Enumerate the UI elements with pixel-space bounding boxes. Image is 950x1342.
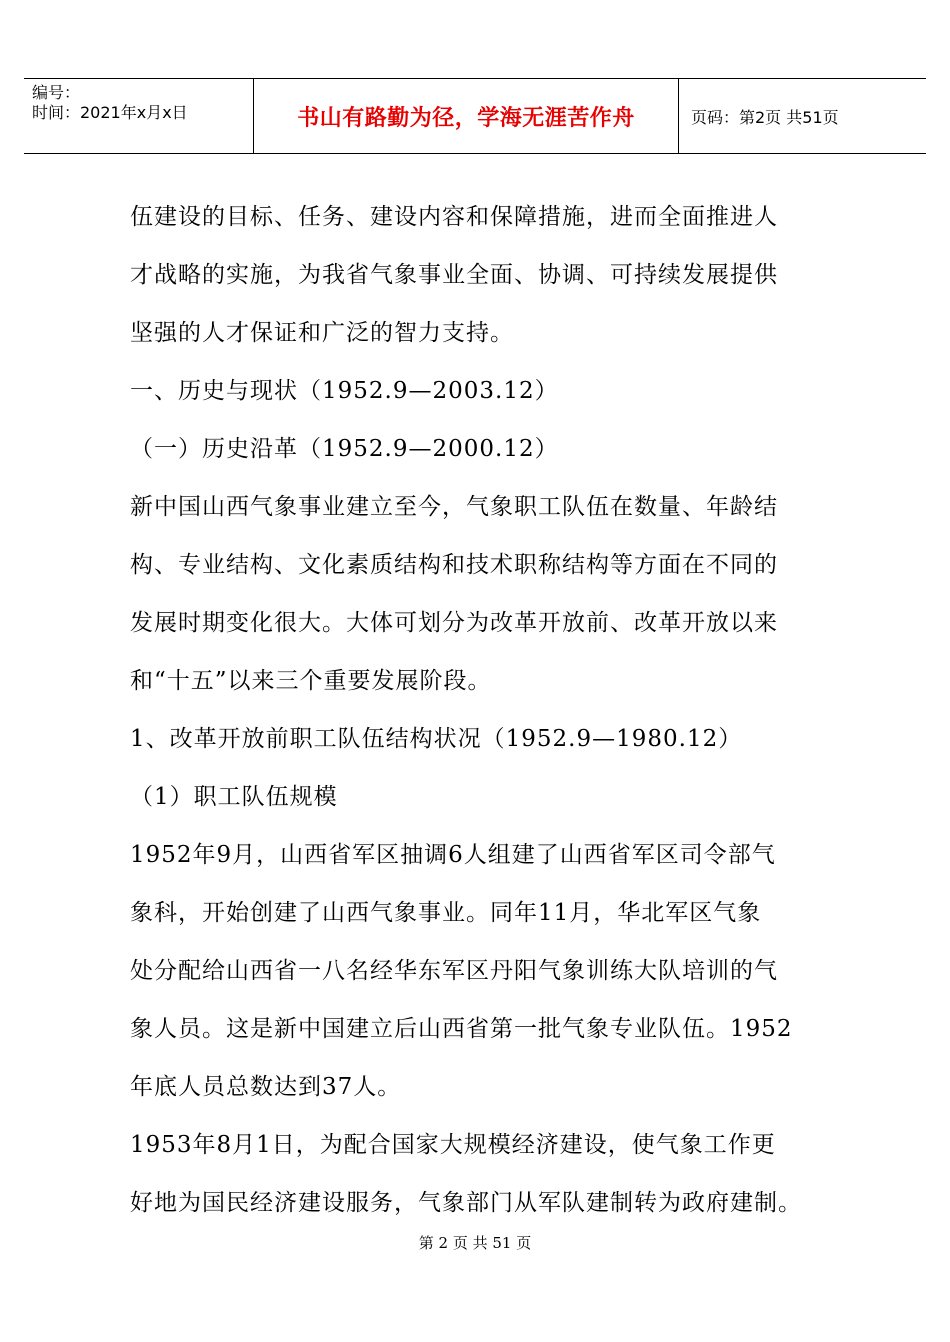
- body-line: 年底人员总数达到37人。: [130, 1074, 402, 1100]
- page-footer: [0, 1232, 950, 1253]
- time-label: 时间：2021年x月x日: [32, 103, 188, 122]
- body-line: 象人员。这是新中国建立后山西省第一批气象专业队伍。1952: [130, 1016, 793, 1042]
- section-heading: 一、历史与现状（1952.9—2003.12）: [130, 378, 559, 404]
- body-line: 和“十五”以来三个重要发展阶段。: [130, 668, 492, 694]
- body-line: 象科，开始创建了山西气象事业。同年11月，华北军区气象: [130, 900, 762, 926]
- motto-text: 书山有路勤为径，学海无涯苦作舟: [297, 106, 635, 131]
- document-body: [130, 188, 830, 1232]
- serial-number-label: 编号：: [32, 83, 81, 102]
- body-line: 1952年9月，山西省军区抽调6人组建了山西省军区司令部气: [130, 842, 776, 868]
- subsection-heading: （1）职工队伍规模: [130, 784, 338, 810]
- body-line: 伍建设的目标、任务、建设内容和保障措施，进而全面推进人: [130, 204, 778, 230]
- body-line: 构、专业结构、文化素质结构和技术职称结构等方面在不同的: [130, 552, 778, 578]
- header-motto-cell: [254, 79, 679, 154]
- body-line: 处分配给山西省一八名经华东军区丹阳气象训练大队培训的气: [130, 958, 778, 984]
- body-line: 坚强的人才保证和广泛的智力支持。: [130, 320, 514, 346]
- body-line: 1953年8月1日，为配合国家大规模经济建设，使气象工作更: [130, 1132, 776, 1158]
- page-info: 页码：第2页 共51页: [691, 108, 839, 127]
- body-line: 好地为国民经济建设服务，气象部门从军队建制转为政府建制。: [130, 1190, 802, 1216]
- footer-page-number: 第 2 页 共 51 页: [418, 1234, 532, 1252]
- subsection-heading: （一）历史沿革（1952.9—2000.12）: [130, 436, 559, 462]
- page-header: [24, 78, 926, 154]
- header-page-cell: [679, 79, 926, 154]
- body-line: 发展时期变化很大。大体可划分为改革开放前、改革开放以来: [130, 610, 778, 636]
- section-heading: 1、改革开放前职工队伍结构状况（1952.9—1980.12）: [130, 726, 743, 752]
- body-line: 才战略的实施，为我省气象事业全面、协调、可持续发展提供: [130, 262, 778, 288]
- body-line: 新中国山西气象事业建立至今，气象职工队伍在数量、年龄结: [130, 494, 778, 520]
- header-meta-cell: [24, 79, 254, 154]
